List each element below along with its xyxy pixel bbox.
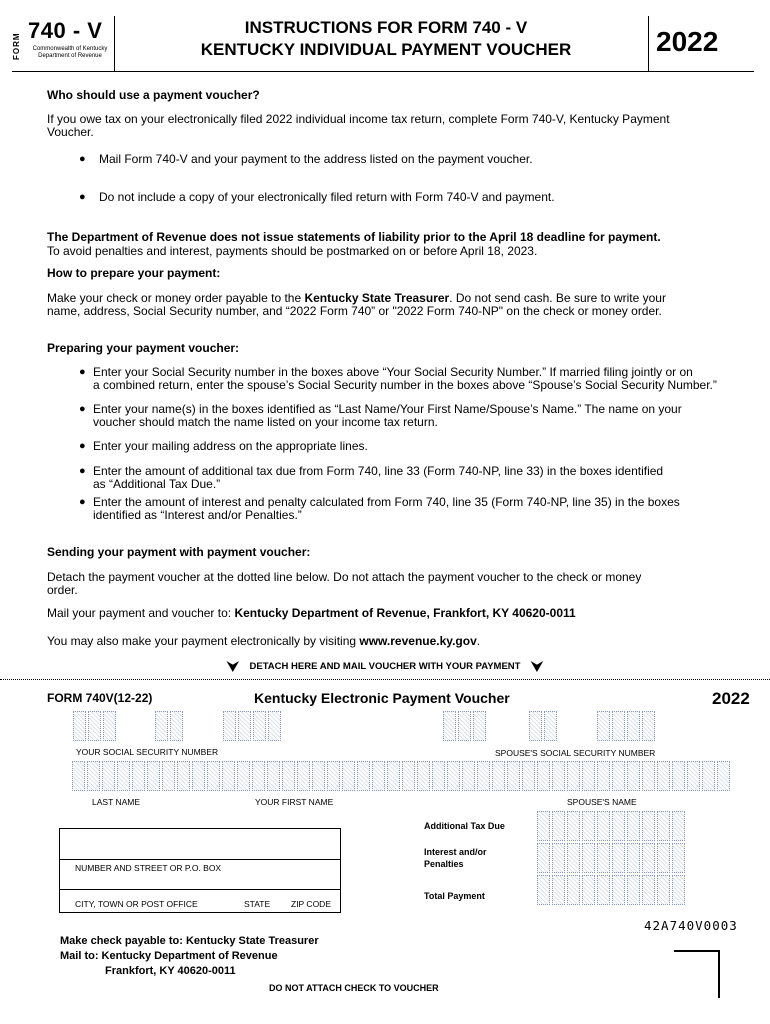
city-label: CITY, TOWN OR POST OFFICE (75, 899, 198, 909)
voucher-form-id: FORM 740V(12-22) (47, 691, 153, 705)
entry-cell[interactable] (372, 761, 385, 791)
down-arrow-icon: ⮟ (226, 658, 239, 674)
entry-cell[interactable] (282, 761, 295, 791)
entry-cell[interactable] (537, 811, 550, 841)
tax-year: 2022 (656, 26, 719, 57)
who-bullet-2: ● Do not include a copy of your electronically filed return with Form 740-V and payment. (79, 190, 555, 204)
entry-cell[interactable] (529, 711, 542, 741)
interest-boxes[interactable] (537, 843, 685, 873)
entry-cell[interactable] (447, 761, 460, 791)
entry-cell[interactable] (627, 811, 640, 841)
first-name-label: YOUR FIRST NAME (255, 797, 334, 807)
entry-cell[interactable] (537, 761, 550, 791)
entry-cell[interactable] (627, 761, 640, 791)
total-payment-boxes[interactable] (537, 875, 685, 905)
entry-cell[interactable] (477, 761, 490, 791)
total-payment-label: Total Payment (424, 891, 485, 901)
entry-cell[interactable] (252, 761, 265, 791)
entry-cell[interactable] (582, 843, 595, 873)
entry-cell[interactable] (132, 761, 145, 791)
entry-cell[interactable] (537, 843, 550, 873)
entry-cell[interactable] (552, 875, 565, 905)
entry-cell[interactable] (237, 761, 250, 791)
who-para: If you owe tax on your electronically filed 2022 individual income tax return, complete Form 740-V, Kentucky Payment Voucher. (47, 112, 670, 139)
entry-cell[interactable] (657, 843, 670, 873)
mail-to-line: Mail your payment and voucher to: Kentucky Department of Revenue, Frankfort, KY 40620-0011 (47, 606, 576, 620)
name-boxes[interactable] (72, 761, 730, 791)
entry-cell[interactable] (642, 843, 655, 873)
entry-cell[interactable] (507, 761, 520, 791)
entry-cell[interactable] (268, 711, 281, 741)
entry-cell[interactable] (612, 843, 625, 873)
entry-cell[interactable] (492, 761, 505, 791)
entry-cell[interactable] (222, 761, 235, 791)
prepare-heading: How to prepare your payment: (47, 266, 221, 280)
statement-bold: The Department of Revenue does not issue statements of liability prior to the April 18 deadline for payment. (47, 230, 661, 244)
mail-line-1: Mail to: Kentucky Department of Revenue (60, 950, 278, 962)
entry-cell[interactable] (597, 875, 610, 905)
form-header (12, 12, 754, 72)
entry-cell[interactable] (627, 875, 640, 905)
title-line-1: INSTRUCTIONS FOR FORM 740 - V (244, 18, 528, 37)
bullet-icon: ● (79, 496, 86, 508)
entry-cell[interactable] (717, 761, 730, 791)
entry-cell[interactable] (155, 711, 168, 741)
entry-cell[interactable] (170, 711, 183, 741)
entry-cell[interactable] (627, 843, 640, 873)
entry-cell[interactable] (612, 811, 625, 841)
your-ssn-label: YOUR SOCIAL SECURITY NUMBER (76, 747, 219, 757)
entry-cell[interactable] (238, 711, 251, 741)
entry-cell[interactable] (357, 761, 370, 791)
entry-cell[interactable] (567, 843, 580, 873)
entry-cell[interactable] (537, 875, 550, 905)
entry-cell[interactable] (147, 761, 160, 791)
zip-label: ZIP CODE (291, 899, 331, 909)
entry-cell[interactable] (582, 811, 595, 841)
entry-cell[interactable] (103, 711, 116, 741)
voucher-prep-heading: Preparing your payment voucher: (47, 341, 240, 355)
entry-cell[interactable] (342, 761, 355, 791)
entry-cell[interactable] (312, 761, 325, 791)
entry-cell[interactable] (672, 811, 685, 841)
no-attach-notice: DO NOT ATTACH CHECK TO VOUCHER (269, 983, 439, 993)
entry-cell[interactable] (627, 711, 640, 741)
entry-cell[interactable] (582, 761, 595, 791)
entry-cell[interactable] (612, 761, 625, 791)
entry-cell[interactable] (387, 761, 400, 791)
entry-cell[interactable] (672, 875, 685, 905)
voucher-title: Kentucky Electronic Payment Voucher (254, 690, 510, 706)
street-label: NUMBER AND STREET OR P.O. BOX (75, 863, 222, 873)
entry-cell[interactable] (657, 761, 670, 791)
entry-cell[interactable] (657, 875, 670, 905)
who-heading: Who should use a payment voucher? (47, 88, 260, 102)
entry-cell[interactable] (642, 761, 655, 791)
electronic-line: You may also make your payment electronically by visiting www.revenue.ky.gov. (47, 634, 481, 648)
entry-cell[interactable] (672, 843, 685, 873)
entry-cell[interactable] (72, 761, 85, 791)
entry-cell[interactable] (642, 811, 655, 841)
bullet-icon: ● (79, 366, 86, 378)
down-arrow-icon: ⮟ (531, 658, 544, 674)
prep-bullet-3: ● Enter your mailing address on the appropriate lines. (79, 439, 368, 453)
entry-cell[interactable] (267, 761, 280, 791)
entry-cell[interactable] (552, 811, 565, 841)
address-line (60, 889, 340, 890)
spouse-ssn-boxes[interactable] (443, 711, 486, 741)
additional-tax-label: Additional Tax Due (424, 821, 505, 831)
entry-cell[interactable] (223, 711, 236, 741)
prep-bullet-4: ● Enter the amount of additional tax due from Form 740, line 33 (Form 740-NP, line 33) in the boxes identified as “Additional Tax Due.” (79, 464, 664, 491)
entry-cell[interactable] (702, 761, 715, 791)
entry-cell[interactable] (297, 761, 310, 791)
entry-cell[interactable] (552, 843, 565, 873)
entry-cell[interactable] (192, 761, 205, 791)
bullet-icon: ● (79, 191, 86, 203)
payable-line: Make check payable to: Kentucky State Treasurer (60, 935, 319, 947)
website-link[interactable]: www.revenue.ky.gov (359, 634, 477, 648)
spouse-ssn-boxes[interactable] (597, 711, 655, 741)
entry-cell[interactable] (417, 761, 430, 791)
prep-bullet-5: ● Enter the amount of interest and penalty calculated from Form 740, line 35 (Form 740-NP, line 35) in the boxes identified as “Interest and/or Penalties.” (79, 495, 680, 522)
sending-para: Detach the payment voucher at the dotted line below. Do not attach the payment voucher to the check or money order. (47, 570, 642, 597)
your-ssn-boxes[interactable] (223, 711, 281, 741)
entry-cell[interactable] (657, 811, 670, 841)
entry-cell[interactable] (612, 875, 625, 905)
last-name-label: LAST NAME (92, 797, 141, 807)
interest-label: Interest and/or Penalties (424, 847, 487, 869)
entry-cell[interactable] (162, 761, 175, 791)
mail-line-2: Frankfort, KY 40620-0011 (105, 965, 236, 977)
entry-cell[interactable] (88, 711, 101, 741)
spouse-ssn-boxes[interactable] (529, 711, 557, 741)
header-divider (114, 16, 115, 72)
detach-instruction: ⮟ DETACH HERE AND MAIL VOUCHER WITH YOUR PAYMENT ⮟ (226, 658, 544, 674)
spouse-name-label: SPOUSE'S NAME (567, 797, 637, 807)
prepare-para: Make your check or money order payable to the Kentucky State Treasurer. Do not send cash. Be sure to write your name, address, Social Security number, and “2022 Form 740” or "2022 Form 740-NP" on the check or money order. (47, 291, 666, 318)
spouse-ssn-label: SPOUSE'S SOCIAL SECURITY NUMBER (495, 748, 656, 758)
entry-cell[interactable] (582, 875, 595, 905)
entry-cell[interactable] (458, 711, 471, 741)
voucher-year: 2022 (712, 689, 750, 708)
entry-cell[interactable] (177, 761, 190, 791)
entry-cell[interactable] (327, 761, 340, 791)
entry-cell[interactable] (544, 711, 557, 741)
registration-mark (674, 950, 720, 998)
entry-cell[interactable] (73, 711, 86, 741)
entry-cell[interactable] (443, 711, 456, 741)
your-ssn-boxes[interactable] (155, 711, 183, 741)
entry-cell[interactable] (567, 811, 580, 841)
sending-heading: Sending your payment with payment voucher: (47, 545, 311, 559)
form-word: FORM (12, 32, 21, 60)
entry-cell[interactable] (522, 761, 535, 791)
entry-cell[interactable] (597, 843, 610, 873)
entry-cell[interactable] (642, 711, 655, 741)
entry-cell[interactable] (87, 761, 100, 791)
entry-cell[interactable] (597, 711, 610, 741)
detach-dotted-line (0, 679, 770, 680)
agency-name: Commonwealth of Kentucky Department of Revenue (32, 46, 108, 59)
entry-cell[interactable] (567, 761, 580, 791)
entry-cell[interactable] (552, 761, 565, 791)
entry-cell[interactable] (597, 761, 610, 791)
entry-cell[interactable] (102, 761, 115, 791)
entry-cell[interactable] (117, 761, 130, 791)
entry-cell[interactable] (687, 761, 700, 791)
entry-cell[interactable] (642, 875, 655, 905)
form-number: 740 - V (28, 18, 103, 43)
bullet-icon: ● (79, 440, 86, 452)
form-barcode-text: 42A740V0003 (644, 918, 738, 933)
entry-cell[interactable] (432, 761, 445, 791)
entry-cell[interactable] (462, 761, 475, 791)
entry-cell[interactable] (672, 761, 685, 791)
title-line-2: KENTUCKY INDIVIDUAL PAYMENT VOUCHER (200, 40, 572, 59)
bullet-icon: ● (79, 403, 86, 415)
entry-cell[interactable] (567, 875, 580, 905)
entry-cell[interactable] (253, 711, 266, 741)
entry-cell[interactable] (402, 761, 415, 791)
additional-tax-boxes[interactable] (537, 811, 685, 841)
entry-cell[interactable] (207, 761, 220, 791)
bullet-icon: ● (79, 153, 86, 165)
state-label: STATE (244, 899, 271, 909)
who-bullet-1: ● Mail Form 740-V and your payment to the address listed on the payment voucher. (79, 152, 533, 166)
your-ssn-boxes[interactable] (73, 711, 116, 741)
statement-line: To avoid penalties and interest, payments should be postmarked on or before April 18, 2023. (47, 244, 538, 258)
bullet-icon: ● (79, 465, 86, 477)
header-divider (648, 16, 649, 72)
entry-cell[interactable] (612, 711, 625, 741)
prep-bullet-1: ● Enter your Social Security number in the boxes above “Your Social Security Number.” If married filing jointly or on a combined return, enter the spouse’s Social Security number in the boxes above “Spouse’s Social Security Number.” (79, 365, 717, 392)
entry-cell[interactable] (597, 811, 610, 841)
prep-bullet-2: ● Enter your name(s) in the boxes identified as “Last Name/Your First Name/Spouse’s Name.” The name on your voucher should match the name listed on your income tax return. (79, 402, 682, 429)
address-line (60, 859, 340, 860)
entry-cell[interactable] (473, 711, 486, 741)
